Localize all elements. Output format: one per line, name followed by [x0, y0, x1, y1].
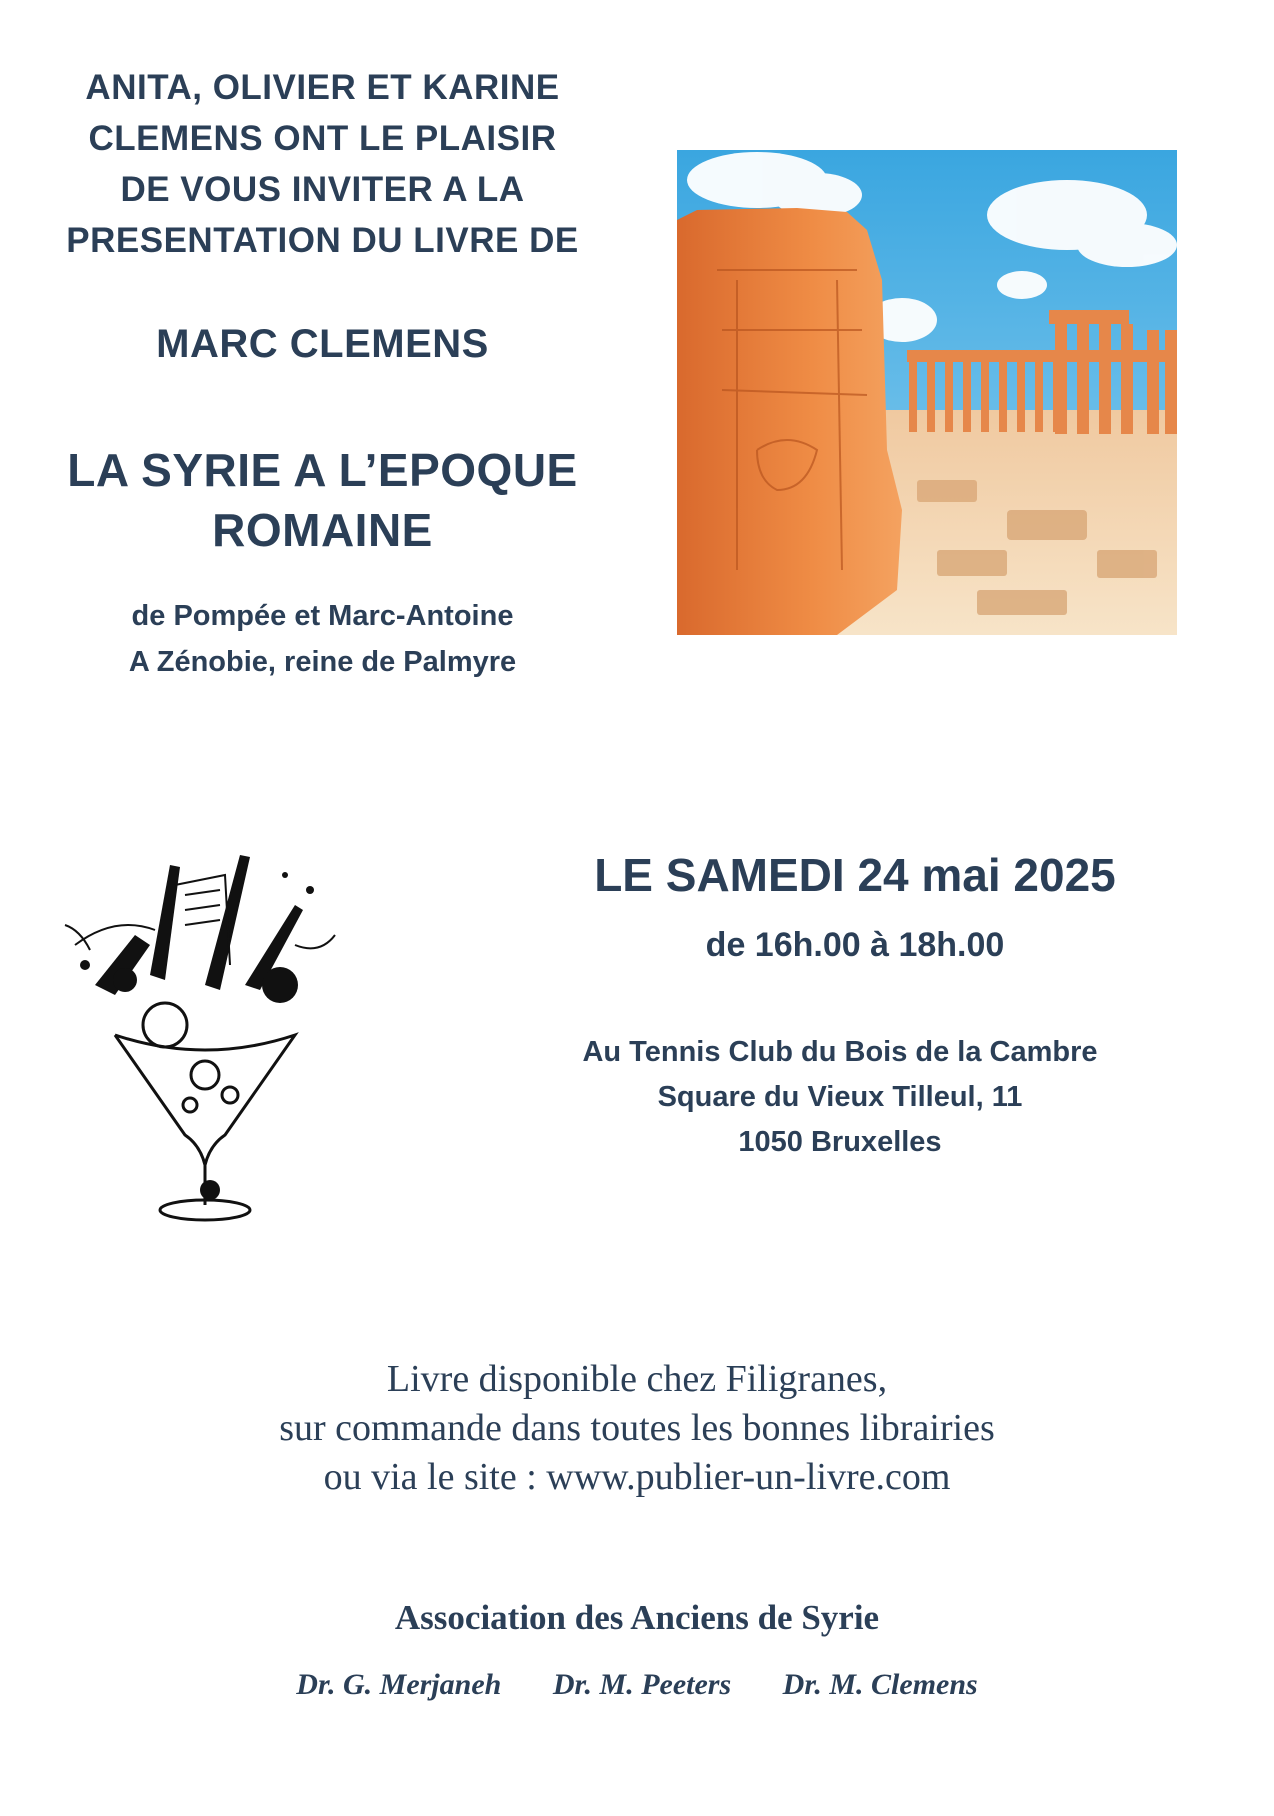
venue-line: 1050 Bruxelles [738, 1126, 942, 1158]
book-title-line: LA SYRIE A L’EPOQUE [67, 444, 578, 496]
invitation-intro [55, 62, 590, 266]
doctors-list [100, 1665, 1174, 1705]
palmyra-ruins-photo [677, 150, 1177, 635]
book-title [40, 440, 605, 560]
intro-line: PRESENTATION DU LIVRE DE [66, 221, 579, 260]
doctor-name: Dr. M. Clemens [782, 1668, 978, 1701]
intro-line: CLEMENS ONT LE PLAISIR [88, 119, 557, 158]
book-subtitle [55, 593, 590, 685]
event-time: de 16h.00 à 18h.00 [705, 926, 1005, 964]
cocktail-glass-icon [55, 835, 355, 1225]
availability-line: Livre disponible chez Filigranes, [386, 1358, 888, 1400]
book-title-line: ROMAINE [212, 504, 433, 556]
event-date: LE SAMEDI 24 mai 2025 [594, 849, 1116, 901]
venue-line: Square du Vieux Tilleul, 11 [657, 1081, 1023, 1113]
author-name: MARC CLEMENS [156, 322, 489, 366]
venue-line: Au Tennis Club du Bois de la Cambre [582, 1036, 1098, 1068]
cocktail-instruments-illustration [55, 835, 355, 1225]
doctor-name: Dr. M. Peeters [552, 1668, 732, 1701]
book-subtitle-line: de Pompée et Marc-Antoine [131, 600, 514, 632]
intro-line: ANITA, OLIVIER ET KARINE [85, 68, 560, 107]
association-name: Association des Anciens de Syrie [394, 1598, 880, 1637]
book-subtitle-line: A Zénobie, reine de Palmyre [128, 646, 517, 678]
palmyra-ruins-svg [677, 150, 1177, 635]
availability-line: ou via le site : www.publier-un-livre.com [323, 1456, 951, 1498]
availability-line: sur commande dans toutes les bonnes librairies [279, 1407, 995, 1449]
availability-notice [100, 1355, 1174, 1502]
event-venue [480, 1030, 1200, 1165]
intro-line: DE VOUS INVITER A LA [120, 170, 525, 209]
doctor-name: Dr. G. Merjaneh [296, 1668, 502, 1701]
